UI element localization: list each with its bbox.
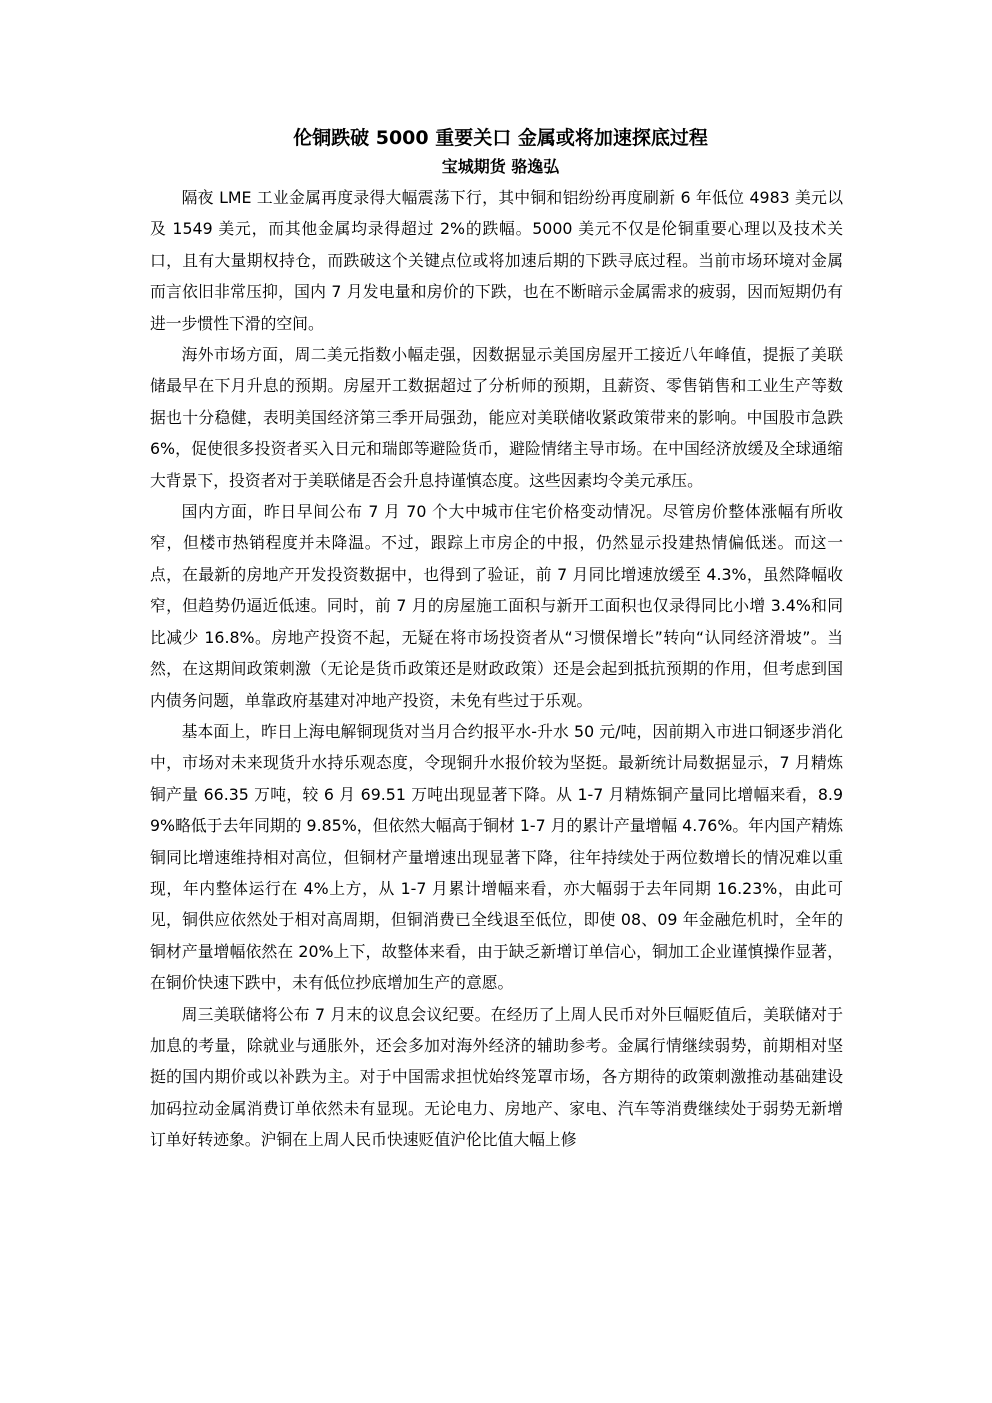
document-title: 伦铜跌破 5000 重要关口 金属或将加速探底过程 bbox=[293, 127, 708, 149]
paragraph-1: 隔夜 LME 工业金属再度录得大幅震荡下行，其中铜和铝纷纷再度刷新 6 年低位 4983 美元以及 1549 美元，而其他金属均录得超过 2%的跌幅。5000 美元不仅是伦铜重要心理以及技术关口，且有大量期权持仓，而跌破这个关键点位或将加速后期的下跌寻底过程。当前市场环境对金属而言依旧非常压抑，国内 7 月发电量和房价的下跌，也在不断暗示金属需求的疲弱，因而短期仍有进一步惯性下滑的空间。 bbox=[150, 188, 843, 333]
paragraph-3: 国内方面，昨日早间公布 7 月 70 个大中城市住宅价格变动情况。尽管房价整体涨幅有所收窄，但楼市热销程度并未降温。不过，跟踪上市房企的中报，仍然显示投建热情偏低迷。而这一点，在最新的房地产开发投资数据中，也得到了验证，前 7 月同比增速放缓至 4.3%，虽然降幅收窄，但趋势仍逼近低速。同时，前 7 月的房屋施工面积与新开工面积也仅录得同比小增 3.4%和同比减少 16.8%。房地产投资不起，无疑在将市场投资者从“习惯保增长”转向“认同经济滑坡”。当然，在这期间政策刺激（无论是货币政策还是财政政策）还是会起到抵抗预期的作用，但考虑到国内债务问题，单靠政府基建对冲地产投资，未免有些过于乐观。 bbox=[150, 502, 843, 710]
paragraph-4: 基本面上，昨日上海电解铜现货对当月合约报平水-升水 50 元/吨，因前期入市进口铜逐步消化中，市场对未来现货升水持乐观态度，令现铜升水报价较为坚挺。最新统计局数据显示，7 月精炼铜产量 66.35 万吨，较 6 月 69.51 万吨出现显著下降。从 1-7 月精炼铜产量同比增幅来看，8.99%略低于去年同期的 9.85%，但依然大幅高于铜材 1-7 月的累计产量增幅 4.76%。年内国产精炼铜同比增速维持相对高位，但铜材产量增速出现显著下降，往年持续处于两位数增长的情况难以重现，年内整体运行在 4%上方，从 1-7 月累计增幅来看，亦大幅弱于去年同期 16.23%，由此可见，铜供应依然处于相对高周期，但铜消费已全线退至低位，即使 08、09 年金融危机时，全年的铜材产量增幅依然在 20%上下，故整体来看，由于缺乏新增订单信心，铜加工企业谨慎操作显著，在铜价快速下跌中，未有低位抄底增加生产的意愿。 bbox=[150, 721, 843, 993]
document-page bbox=[150, 122, 843, 1156]
document-body bbox=[150, 182, 843, 1156]
paragraph-5: 周三美联储将公布 7 月末的议息会议纪要。在经历了上周人民币对外巨幅贬值后，美联储对于加息的考量，除就业与通胀外，还会多加对海外经济的辅助参考。金属行情继续弱势，前期相对坚挺的国内期价或以补跌为主。对于中国需求担忧始终笼罩市场，各方期待的政策刺激推动基础建设加码拉动金属消费订单依然未有显现。无论电力、房地产、家电、汽车等消费继续处于弱势无新增订单好转迹象。沪铜在上周人民币快速贬值沪伦比值大幅上修 bbox=[150, 1004, 843, 1150]
document-author: 宝城期货 骆逸弘 bbox=[441, 157, 560, 176]
paragraph-2: 海外市场方面，周二美元指数小幅走强，因数据显示美国房屋开工接近八年峰值，提振了美联储最早在下月升息的预期。房屋开工数据超过了分析师的预期，且薪资、零售销售和工业生产等数据也十分稳健，表明美国经济第三季开局强劲，能应对美联储收紧政策带来的影响。中国股市急跌 6%，促使很多投资者买入日元和瑞郎等避险货币，避险情绪主导市场。在中国经济放缓及全球通缩大背景下，投资者对于美联储是否会升息持谨慎态度。这些因素均令美元承压。 bbox=[150, 345, 843, 490]
